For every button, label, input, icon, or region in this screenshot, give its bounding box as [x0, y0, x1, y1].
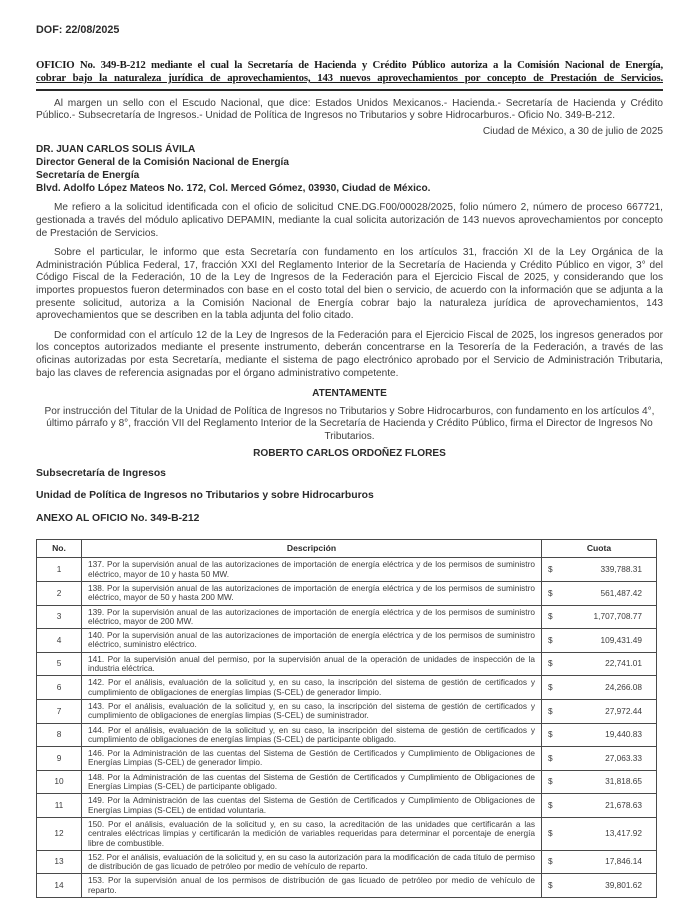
currency-symbol: $	[548, 682, 553, 692]
annex-unidad: Unidad de Política de Ingresos no Tributarios y sobre Hidrocarburos	[36, 490, 374, 502]
column-header-cuota: Cuota	[542, 540, 657, 558]
row-number: 11	[37, 794, 82, 818]
paragraph-conformidad: De conformidad con el artículo 12 de la Ley de Ingresos de la Federación para el Ejercicio Fiscal de 2025, los ingresos generados por los conceptos autorizados mediante el presente instrumento, deberán concentrarse en la Tesorería de la Federación, a través de las oficinas autorizadas por esta Secretaría, mediante el sistema de pago electrónico aprobado por el Servicio de Administración Tributaria, bajo las claves de referencia asignadas por el órgano administrativo competente.	[36, 329, 663, 379]
row-description: 138. Por la supervisión anual de las autorizaciones de importación de energía eléctrica y de los permisos de suministro eléctrico, mayor de 50 y hasta 200 MW.	[82, 581, 542, 605]
column-header-descripcion: Descripción	[82, 540, 542, 558]
table-row	[37, 817, 657, 850]
currency-symbol: $	[548, 564, 553, 575]
row-number: 7	[37, 699, 82, 723]
currency-symbol: $	[548, 729, 553, 740]
row-description: 148. Por la Administración de las cuentas del Sistema de Gestión de Certificados y Cumplimiento de Obligaciones de Energías Limpias (S-CEL) de participante obligado.	[82, 770, 542, 794]
row-cuota	[542, 850, 657, 874]
row-number: 9	[37, 747, 82, 771]
row-amount: 27,972.44	[605, 705, 642, 716]
row-description: 139. Por la supervisión anual de las autorizaciones de importación de energía eléctrica y de los permisos de suministro eléctrico, mayor de 200 MW.	[82, 605, 542, 629]
row-amount: 17,846.14	[605, 856, 642, 867]
row-number: 5	[37, 652, 82, 676]
row-cuota	[542, 770, 657, 794]
currency-symbol: $	[548, 880, 553, 891]
paragraph-solicitud: Me refiero a la solicitud identificada con el oficio de solicitud CNE.DG.F00/00028/2025, folio número 2, número de proceso 667721, gestionada a través del módulo aplicativo DEPAMIN, mediante la cual solicita autorización de 143 nuevos aprovechamientos por concepto de Prestación de Servicios.	[36, 202, 663, 239]
row-cuota	[542, 629, 657, 653]
row-amount: 339,788.31	[600, 564, 642, 575]
currency-symbol: $	[548, 634, 553, 645]
row-cuota	[542, 581, 657, 605]
row-description: 146. Por la Administración de las cuentas del Sistema de Gestión de Certificados y Cumplimiento de Obligaciones de Energías Limpias (S-CEL) de generador limpio.	[82, 747, 542, 771]
row-cuota	[542, 676, 657, 700]
row-description: 152. Por el análisis, evaluación de la solicitud y, en su caso la autorización para la modificación de cada título de permiso de distribución de gas licuado de petróleo por medio de vehículo de reparto.	[82, 850, 542, 874]
row-cuota	[542, 652, 657, 676]
date-place-line: Ciudad de México, a 30 de julio de 2025	[482, 125, 663, 137]
row-cuota	[542, 605, 657, 629]
row-description: 150. Por el análisis, evaluación de la solicitud y, en su caso, la acreditación de las unidades que certificarán a las centrales eléctricas limpias y certificarán la medición de variables requeridas para determinar el porcentaje de energía libre de combustible.	[82, 817, 542, 850]
row-cuota	[542, 794, 657, 818]
row-number: 14	[37, 874, 82, 898]
table-row	[37, 652, 657, 676]
paragraph-fundamento: Sobre el particular, le informo que esta Secretaría con fundamento en los artículos 31, fracción XI de la Ley Orgánica de la Administración Pública Federal, 17, fracción XXI del Reglamento Interior de la Secretaría de Hacienda y Crédito Público en vigor, 3° del Código Fiscal de la Federación, 10 de la Ley de Ingresos de la Federación para el Ejercicio Fiscal de 2025, y considerando que los importes propuestos fueron determinados con base en el costo total del bien o servicio, de acuerdo con la información que se adjunta a la presente solicitud, autoriza a la Comisión Nacional de Energía cobrar bajo la naturaleza jurídica de aprovechamientos, 143 aprovechamientos que se describen en la tabla adjunta del folio citado.	[36, 247, 663, 322]
row-amount: 21,678.63	[605, 799, 642, 810]
row-cuota	[542, 558, 657, 582]
document-title-line2: cobrar bajo la naturaleza jurídica de aprovechamientos, 143 nuevos aprovechamientos por concepto de Prestación de Servicios.	[36, 72, 663, 85]
row-cuota	[542, 747, 657, 771]
row-amount: 109,431.49	[600, 634, 642, 645]
row-cuota	[542, 723, 657, 747]
instruction-paragraph: Por instrucción del Titular de la Unidad de Política de Ingresos no Tributarios y Sobre Hidrocarburos, con fundamento en los artículos 4°, último párrafo y 8°, fracción VII del Reglamento Interior de la Secretaría de Hacienda y Crédito Público, firma el Director de Ingresos No Tributarios.	[44, 405, 655, 442]
row-number: 3	[37, 605, 82, 629]
row-description: 137. Por la supervisión anual de las autorizaciones de importación de energía eléctrica y de los permisos de suministro eléctrico, mayor de 10 y hasta 50 MW.	[82, 558, 542, 582]
row-description: 140. Por la supervisión anual de las autorizaciones de importación de energía eléctrica y de los permisos de suministro eléctrico, suministro eléctrico.	[82, 629, 542, 653]
row-amount: 19,440.83	[605, 729, 642, 740]
table-row	[37, 558, 657, 582]
row-description: 144. Por el análisis, evaluación de la solicitud y, en su caso, la inscripción del sistema de gestión de certificados y cumplimiento de obligaciones de energías limpias (S-CEL) de participante obligado.	[82, 723, 542, 747]
row-amount: 561,487.42	[600, 587, 642, 598]
row-number: 6	[37, 676, 82, 700]
dof-date: DOF: 22/08/2025	[36, 24, 120, 36]
row-cuota	[542, 817, 657, 850]
row-number: 4	[37, 629, 82, 653]
currency-symbol: $	[548, 828, 553, 839]
table-row	[37, 747, 657, 771]
annex-section	[36, 468, 663, 901]
currency-symbol: $	[548, 752, 553, 763]
table-row	[37, 699, 657, 723]
table-row	[37, 605, 657, 629]
row-amount: 1,707,708.77	[593, 611, 642, 622]
row-amount: 22,741.01	[605, 658, 642, 669]
currency-symbol: $	[548, 705, 553, 716]
table-row	[37, 874, 657, 898]
row-amount: 27,063.33	[605, 752, 642, 763]
row-amount: 31,818.65	[605, 776, 642, 787]
signer-name: ROBERTO CARLOS ORDOÑEZ FLORES	[253, 448, 446, 460]
document-title	[36, 59, 663, 91]
atentamente-heading: ATENTAMENTE	[312, 388, 387, 400]
document-title-line1: OFICIO No. 349-B-212 mediante el cual la Secretaría de Hacienda y Crédito Público autoriza a la Comisión Nacional de Energía,	[36, 58, 663, 71]
table-row	[37, 794, 657, 818]
currency-symbol: $	[548, 856, 553, 867]
currency-symbol: $	[548, 776, 553, 787]
row-amount: 13,417.92	[605, 828, 642, 839]
table-row	[37, 850, 657, 874]
row-cuota	[542, 874, 657, 898]
table-row	[37, 676, 657, 700]
row-number: 8	[37, 723, 82, 747]
table-row	[37, 629, 657, 653]
row-number: 1	[37, 558, 82, 582]
recipient-block	[36, 143, 663, 195]
fee-table-body	[37, 558, 657, 898]
currency-symbol: $	[548, 799, 553, 810]
table-row	[37, 581, 657, 605]
row-description: 142. Por el análisis, evaluación de la solicitud y, en su caso, la inscripción del sistema de gestión de certificados y cumplimiento de obligaciones de energías limpias (S-CEL) de generador limpio.	[82, 676, 542, 700]
annex-oficio: ANEXO AL OFICIO No. 349-B-212	[36, 512, 200, 524]
currency-symbol: $	[548, 587, 553, 598]
table-row	[37, 723, 657, 747]
row-amount: 24,266.08	[605, 682, 642, 692]
row-number: 2	[37, 581, 82, 605]
table-row	[37, 770, 657, 794]
row-description: 141. Por la supervisión anual del permiso, por la supervisión anual de la operación de unidades de inspección de la industria eléctrica.	[82, 652, 542, 676]
currency-symbol: $	[548, 611, 553, 622]
row-amount: 39,801.62	[605, 880, 642, 891]
row-description: 153. Por la supervisión anual de los permisos de distribución de gas licuado de petróleo por medio de vehículo de reparto.	[82, 874, 542, 898]
margin-seal-note: Al margen un sello con el Escudo Nacional, que dice: Estados Unidos Mexicanos.- Hacienda.- Secretaría de Hacienda y Crédito Público.- Subsecretaría de Ingresos.- Unidad de Política de Ingresos no Tributarios y sobre Hidrocarburos.- Oficio No. 349-B-212.	[36, 97, 663, 122]
recipient-address: Blvd. Adolfo López Mateos No. 172, Col. Merced Gómez, 03930, Ciudad de México.	[36, 183, 431, 195]
recipient-name: DR. JUAN CARLOS SOLIS ÁVILA	[36, 144, 196, 156]
row-number: 13	[37, 850, 82, 874]
fee-table	[36, 539, 657, 898]
row-number: 10	[37, 770, 82, 794]
fee-table-header-row	[37, 540, 657, 558]
row-description: 143. Por el análisis, evaluación de la solicitud y, en su caso, la inscripción del sistema de gestión de certificados y cumplimiento de obligaciones de energías limpias (S-CEL) de suministrador.	[82, 699, 542, 723]
recipient-title: Director General de la Comisión Nacional de Energía	[36, 157, 289, 169]
recipient-org: Secretaría de Energía	[36, 170, 140, 182]
column-header-no: No.	[37, 540, 82, 558]
currency-symbol: $	[548, 658, 553, 669]
row-number: 12	[37, 817, 82, 850]
row-cuota	[542, 699, 657, 723]
annex-subsecretaria: Subsecretaría de Ingresos	[36, 468, 166, 480]
row-description: 149. Por la Administración de las cuentas del Sistema de Gestión de Certificados y Cumplimiento de Obligaciones de Energías Limpias (S-CEL) de entidad voluntaria.	[82, 794, 542, 818]
